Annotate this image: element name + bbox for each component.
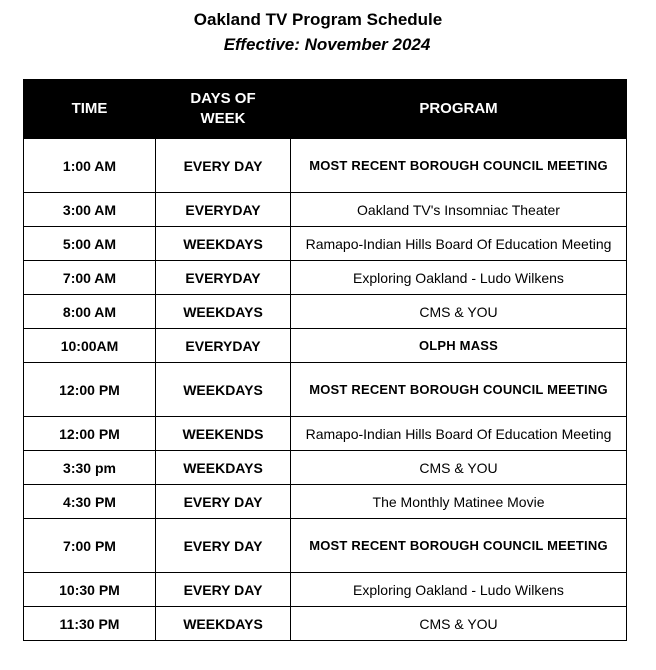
program-cell: Ramapo-Indian Hills Board Of Education Meeting — [291, 417, 627, 451]
column-header-time: TIME — [24, 80, 156, 139]
page-title: Oakland TV Program Schedule — [193, 10, 443, 29]
effective-date: Effective: November 2024 — [223, 35, 431, 54]
days-cell: WEEKDAYS — [156, 451, 291, 485]
column-header-program: PROGRAM — [291, 80, 627, 139]
column-header-days-label: DAYS OF WEEK — [190, 90, 256, 127]
days-cell: EVERY DAY — [156, 485, 291, 519]
table-row — [24, 417, 627, 451]
program-cell: Exploring Oakland - Ludo Wilkens — [291, 573, 627, 607]
time-cell: 5:00 AM — [24, 227, 156, 261]
days-cell: EVERYDAY — [156, 261, 291, 295]
program-cell: CMS & YOU — [291, 295, 627, 329]
table-row — [24, 485, 627, 519]
program-cell: Exploring Oakland - Ludo Wilkens — [291, 261, 627, 295]
days-cell: WEEKDAYS — [156, 295, 291, 329]
program-cell: MOST RECENT BOROUGH COUNCIL MEETING — [291, 519, 627, 573]
days-cell: EVERY DAY — [156, 573, 291, 607]
program-cell: MOST RECENT BOROUGH COUNCIL MEETING — [291, 139, 627, 193]
days-cell: EVERY DAY — [156, 519, 291, 573]
time-cell: 12:00 PM — [24, 417, 156, 451]
time-cell: 11:30 PM — [24, 607, 156, 641]
time-cell: 4:30 PM — [24, 485, 156, 519]
table-row — [24, 261, 627, 295]
header-row — [24, 80, 627, 139]
days-cell: WEEKDAYS — [156, 363, 291, 417]
program-cell: CMS & YOU — [291, 451, 627, 485]
table-row — [24, 193, 627, 227]
program-cell: CMS & YOU — [291, 607, 627, 641]
program-cell: Ramapo-Indian Hills Board Of Education Meeting — [291, 227, 627, 261]
time-cell: 8:00 AM — [24, 295, 156, 329]
table-row — [24, 329, 627, 363]
table-row — [24, 573, 627, 607]
days-cell: EVERY DAY — [156, 139, 291, 193]
time-cell: 1:00 AM — [24, 139, 156, 193]
days-cell: WEEKDAYS — [156, 607, 291, 641]
days-cell: WEEKDAYS — [156, 227, 291, 261]
time-cell: 10:00AM — [24, 329, 156, 363]
program-cell: OLPH MASS — [291, 329, 627, 363]
table-row — [24, 227, 627, 261]
schedule-table — [23, 79, 627, 641]
table-row — [24, 295, 627, 329]
program-cell: Oakland TV's Insomniac Theater — [291, 193, 627, 227]
column-header-days — [156, 80, 291, 139]
schedule-body — [24, 139, 627, 641]
table-row — [24, 139, 627, 193]
program-cell: MOST RECENT BOROUGH COUNCIL MEETING — [291, 363, 627, 417]
table-row — [24, 451, 627, 485]
program-cell: The Monthly Matinee Movie — [291, 485, 627, 519]
table-row — [24, 519, 627, 573]
time-cell: 7:00 PM — [24, 519, 156, 573]
table-row — [24, 363, 627, 417]
time-cell: 3:30 pm — [24, 451, 156, 485]
time-cell: 10:30 PM — [24, 573, 156, 607]
days-cell: EVERYDAY — [156, 329, 291, 363]
time-cell: 7:00 AM — [24, 261, 156, 295]
days-cell: WEEKENDS — [156, 417, 291, 451]
table-row — [24, 607, 627, 641]
days-cell: EVERYDAY — [156, 193, 291, 227]
time-cell: 3:00 AM — [24, 193, 156, 227]
time-cell: 12:00 PM — [24, 363, 156, 417]
